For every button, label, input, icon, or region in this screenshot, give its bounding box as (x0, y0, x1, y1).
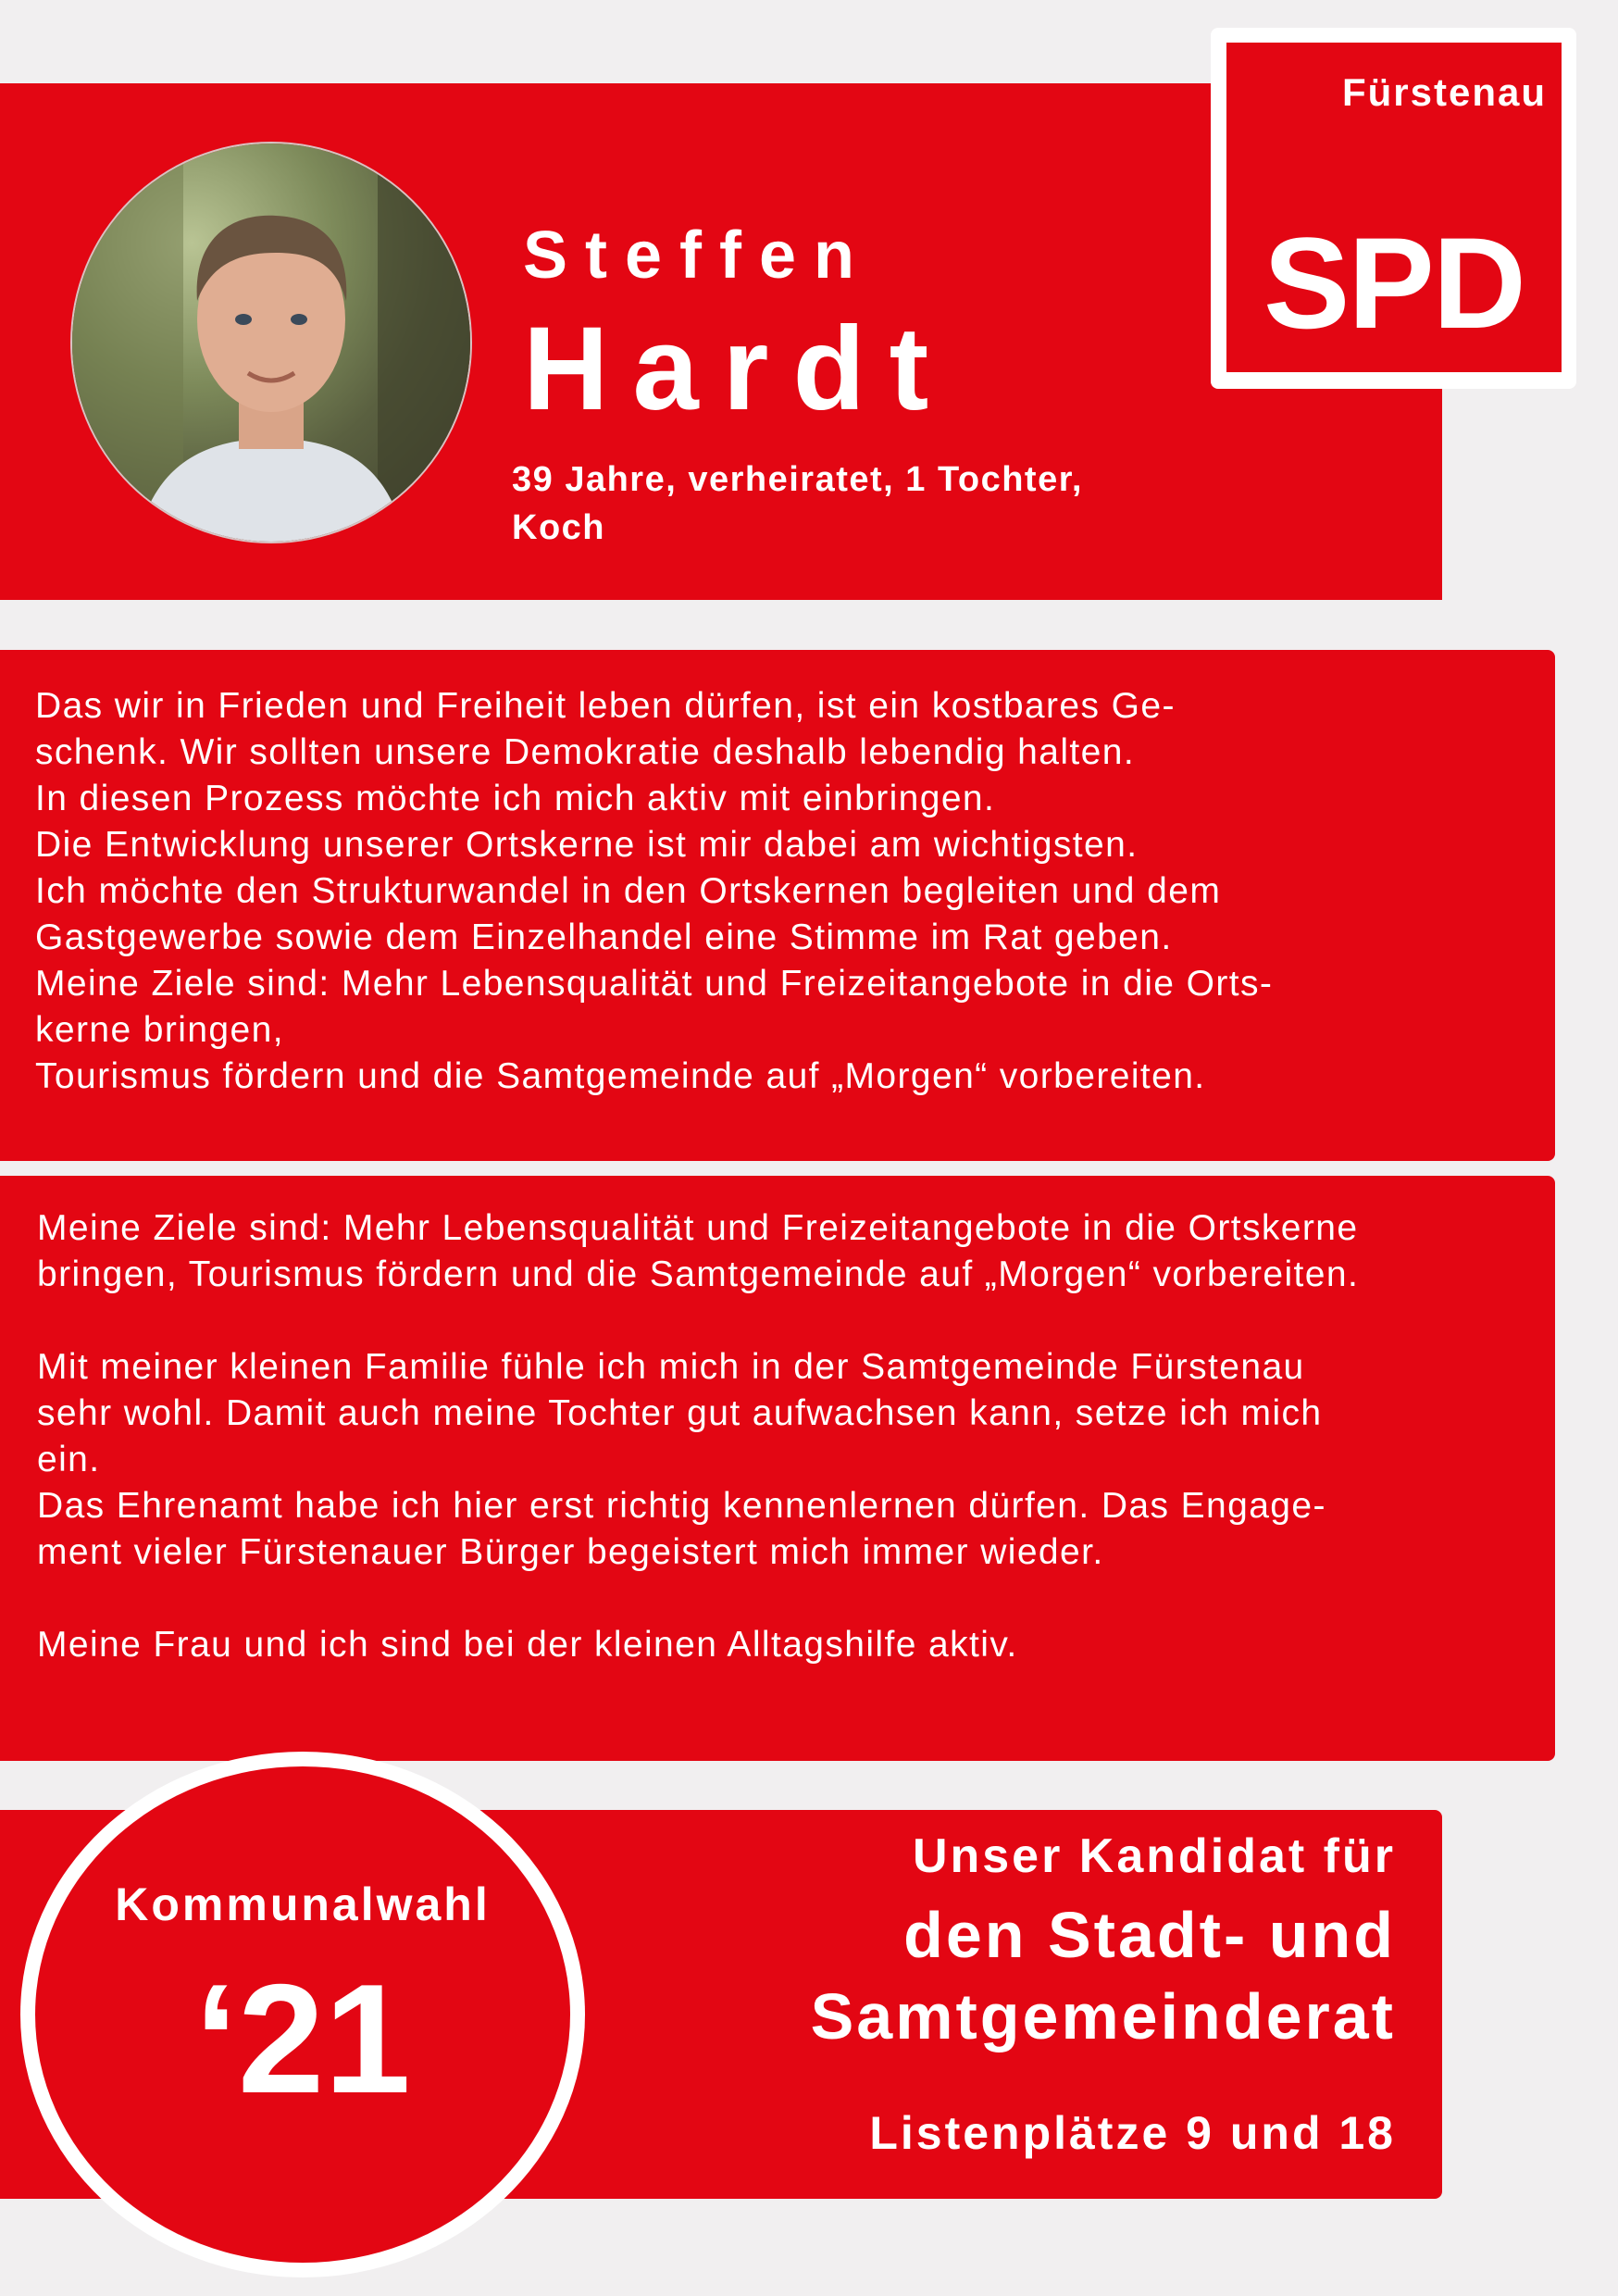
election-badge-year: ‘21 (194, 1952, 411, 2126)
statement-text-2: Meine Ziele sind: Mehr Lebensqualität und Freizeitangebote in die Ortskerne bringen, Tourismus fördern und die Samtgemeinde auf „Morgen“ vorbereiten. Mit meiner kleinen Familie fühle ich mich in der Samtgemeinde Fürstenau sehr wohl. Damit auch meine Tochter gut aufwachsen kann, setze ich mich ein. Das Ehrenamt habe ich hier erst richtig kennenlernen dürfen. Das Engage- ment vieler Fürstenauer Bürger begeistert mich immer wieder. Meine Frau und ich sind bei der kleinen Alltagshilfe aktiv. (37, 1208, 1360, 1665)
candidate-last-name: Hardt (523, 303, 953, 435)
footer-council-line-2: Samtgemeinderat (810, 1980, 1396, 2053)
logo-party-name: SPD (1263, 210, 1525, 356)
footer-council-line-1: den Stadt- und (903, 1899, 1396, 1971)
bio-line: 39 Jahre, verheiratet, 1 Tochter, (512, 460, 1083, 499)
election-badge (35, 1766, 570, 2263)
party-logo (1226, 43, 1562, 372)
footer-candidate-line: Unser Kandidat für (912, 1829, 1396, 1883)
candidate-bio (512, 455, 1215, 552)
election-badge-label: Kommunalwahl (115, 1878, 491, 1930)
logo-city-name: Fürstenau (1341, 70, 1547, 114)
candidate-portrait (72, 144, 470, 542)
statement-block-1 (0, 650, 1555, 1161)
candidate-first-name: Steffen (523, 218, 873, 293)
bio-line: Koch (512, 508, 605, 547)
statement-text-1: Das wir in Frieden und Freiheit leben dürfen, ist ein kostbares Ge- schenk. Wir sollten unsere Demokratie deshalb lebendig halten. In diesen Prozess möchte ich mich aktiv mit einbringen. Die Entwicklung unserer Ortskerne ist mir dabei am wichtigsten. Ich möchte den Strukturwandel in den Ortskernen begleiten und dem Gastgewerbe sowie dem Einzelhandel eine Stimme im Rat geben. Meine Ziele sind: Mehr Lebensqualität und Freizeitangebote in die Orts- kerne bringen, Tourismus fördern und die Samtgemeinde auf „Morgen“ vorbereiten. (35, 686, 1274, 1096)
footer-list-positions: Listenplätze 9 und 18 (869, 2107, 1396, 2159)
statement-block-2 (0, 1176, 1555, 1761)
